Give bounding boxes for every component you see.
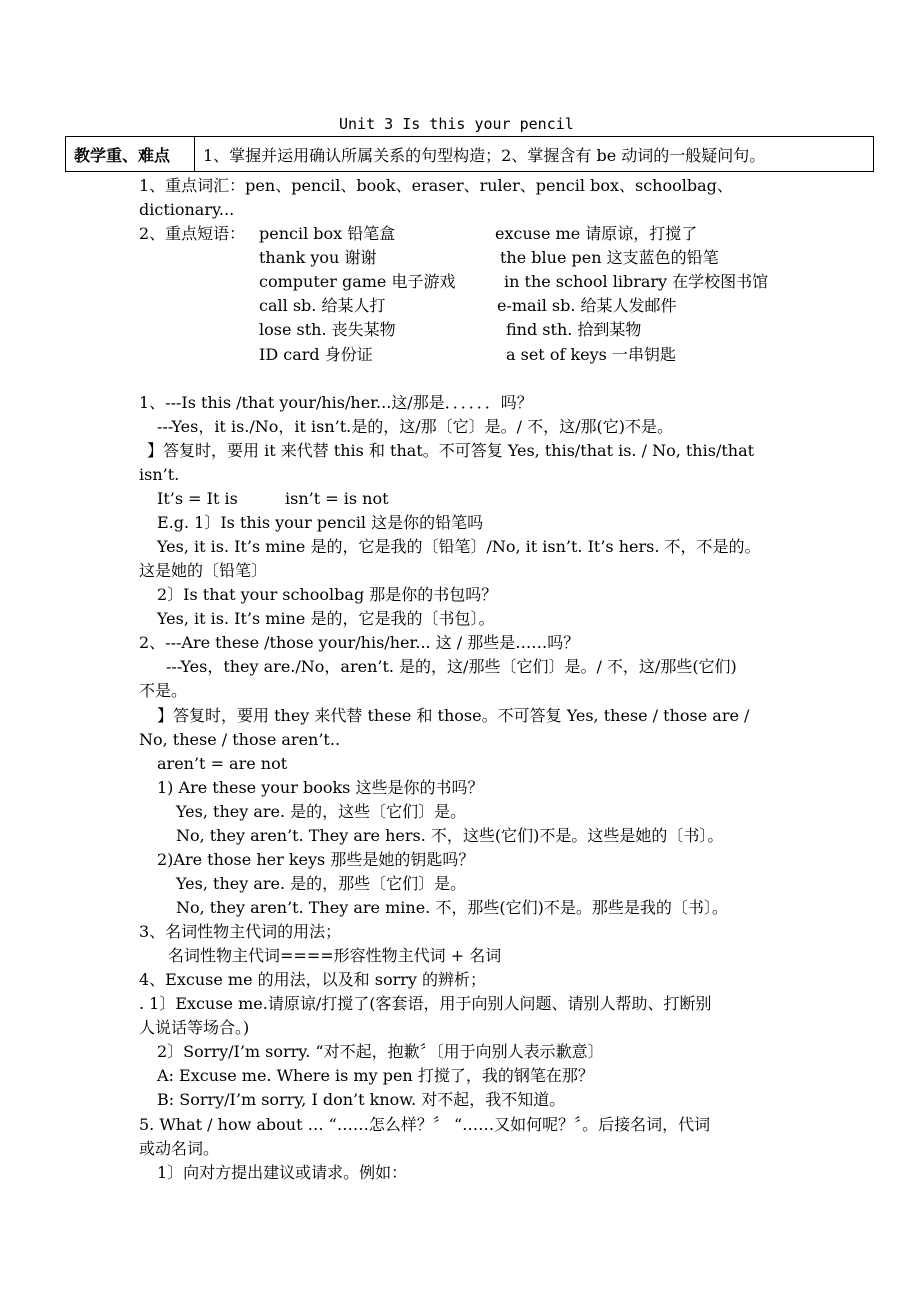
phrase-left: thank you 谢谢 [259,248,377,267]
phrase-right: in the school library 在学校图书馆 [504,272,769,291]
text-line: ---Yes，it is./No，it isn’t.是的，这/那〔它〕是。/ 不，这/那(它)不是。 [157,417,673,436]
focus-label: 教学重、难点 [66,137,195,172]
text-line: It’s = It is [157,489,238,508]
text-line: isn’t. [139,465,180,484]
text-line: isn’t = is not [285,489,389,508]
text-line: 】答复时，要用 it 来代替 this 和 that。不可答复 Yes, this/that is. / No, this/that [147,441,755,460]
text-line: 人说话等场合。) [139,1018,250,1037]
text-line: Yes, they are. 是的，这些〔它们〕是。 [176,802,467,821]
phrase-right: e-mail sb. 给某人发邮件 [497,296,677,315]
text-line: 4、Excuse me 的用法，以及和 sorry 的辨析； [139,970,486,989]
text-line: 或动名词。 [139,1139,220,1158]
phrase-right: a set of keys 一串钥匙 [506,345,676,364]
text-line: 名词性物主代词====形容性物主代词 + 名词 [168,946,502,965]
phrase-right: excuse me 请原谅，打搅了 [495,224,698,243]
text-line: No, they aren’t. They are mine. 不，那些(它们)不是。那些是我的〔书〕。 [176,898,728,917]
text-line: . 1〕Excuse me.请原谅/打搅了(客套语，用于向别人问题、请别人帮助、打断别 [139,994,712,1013]
phrase-left: call sb. 给某人打 [259,296,386,315]
text-line: ---Yes，they are./No，aren’t. 是的，这/那些〔它们〕是。/ 不，这/那些(它们) [166,657,737,676]
text-line: No, these / those aren’t.. [139,730,341,749]
text-line: No, they aren’t. They are hers. 不，这些(它们)不是。这些是她的〔书〕。 [176,826,724,845]
phrases-heading: 2、重点短语： [139,224,246,243]
text-line: 3、名词性物主代词的用法； [139,922,342,941]
text-line: 1〕向对方提出建议或请求。例如： [157,1163,408,1182]
phrase-left: computer game 电子游戏 [259,272,456,291]
text-line: 1) Are these your books 这些是你的书吗？ [157,778,484,797]
text-line: 2〕Is that your schoolbag 那是你的书包吗？ [157,585,498,604]
text-line: 】答复时，要用 they 来代替 these 和 those。不可答复 Yes, these / those are / [157,706,750,725]
text-line: Yes, they are. 是的，那些〔它们〕是。 [176,874,467,893]
line-vocab-cont: dictionary... [139,200,235,219]
document-title: Unit 3 Is this your pencil [339,115,574,133]
text-line: B: Sorry/I’m sorry, I don’t know. 对不起，我不知道。 [157,1090,566,1109]
text-line: 这是她的〔铅笔〕 [139,561,268,580]
text-line: 2)Are those her keys 那些是她的钥匙吗？ [157,850,475,869]
text-line: Yes, it is. It’s mine 是的，它是我的〔铅笔〕/No, it isn’t. It’s hers. 不，不是的。 [157,537,761,556]
text-line: aren’t = are not [157,754,288,773]
text-line: 不是。 [139,681,188,700]
text-line: 1、---Is this /that your/his/her...这/那是．．．．．．吗？ [139,393,533,412]
phrase-left: lose sth. 丧失某物 [259,320,396,339]
teaching-focus-table [65,136,874,172]
text-line: 2、---Are these /those your/his/her... 这 / 那些是……吗？ [139,633,580,652]
phrase-left: ID card 身份证 [259,345,373,364]
text-line: 5. What / how about … “……怎么样？〞 “……又如何呢？〞。后接名词，代词 [139,1115,711,1134]
line-vocab: 1、重点词汇：pen、pencil、book、eraser、ruler、pencil box、schoolbag、 [139,176,733,195]
text-line: A: Excuse me. Where is my pen 打搅了，我的钢笔在那？ [157,1066,594,1085]
phrase-left: pencil box 铅笔盒 [259,224,396,243]
focus-content: 1、掌握并运用确认所属关系的句型构造；2、掌握含有 be 动词的一般疑问句。 [195,137,874,172]
phrase-right: the blue pen 这支蓝色的铅笔 [500,248,719,267]
text-line: E.g. 1〕Is this your pencil 这是你的铅笔吗 [157,513,484,532]
text-line: Yes, it is. It’s mine 是的，它是我的〔书包〕。 [157,609,495,628]
phrase-right: find sth. 拾到某物 [506,320,642,339]
text-line: 2〕Sorry/I’m sorry. “对不起，抱歉〞〔用于向别人表示歉意〕 [157,1042,604,1061]
